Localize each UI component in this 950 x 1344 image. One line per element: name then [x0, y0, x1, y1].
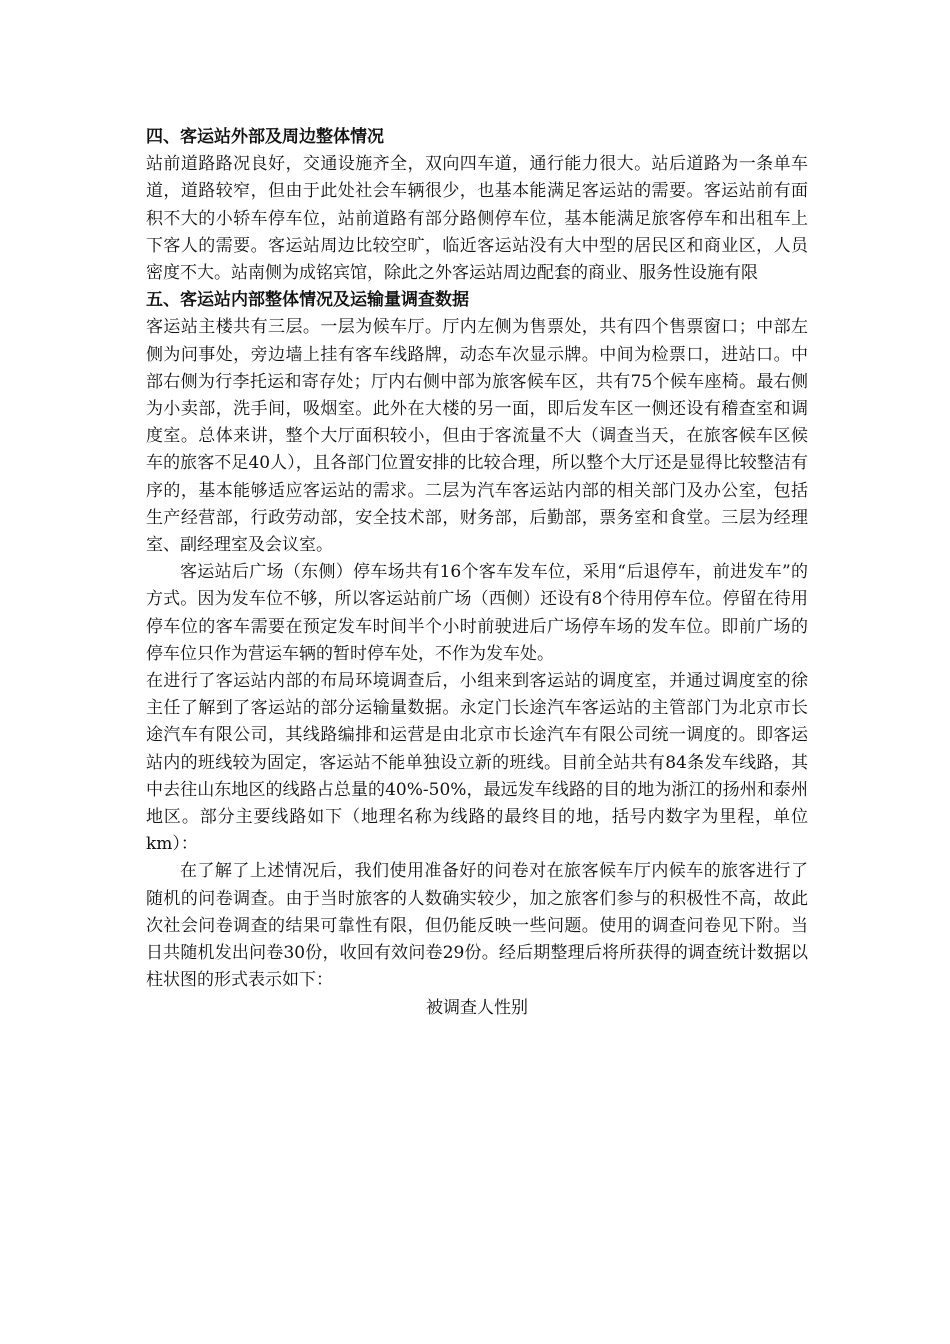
section-5-heading: 五、客运站内部整体情况及运输量调查数据 [146, 290, 469, 311]
section-5-paragraph-1: 客运站主楼共有三层。一层为候车厅。厅内左侧为售票处，共有四个售票窗口；中部左侧为问事处，旁边墙上挂有客车线路牌，动态车次显示牌。中间为检票口，进站口。中部右侧为行李托运和寄存处；厅内右侧中部为旅客候车区，共有75个候车座椅。最右侧为小卖部，洗手间，吸烟室。此外在大楼的另一面，即后发车区一侧还设有稽查室和调度室。总体来讲，整个大厅面积较小，但由于客流量不大（调查当天，在旅客候车区候车的旅客不足40人），且各部门位置安排的比较合理，所以整个大厅还是显得比较整洁有序的，基本能够适应客运站的需求。二层为汽车客运站内部的相关部门及办公室，包括生产经营部，行政劳动部，安全技术部，财务部，后勤部，票务室和食堂。三层为经理室、副经理室及会议室。 [146, 317, 808, 556]
section-5-paragraph-2: 客运站后广场（东侧）停车场共有16个客车发车位，采用“后退停车，前进发车”的方式。因为发车位不够，所以客运站前广场（西侧）还设有8个待用停车位。停留在待用停车位的客车需要在预定发车时间半个小时前驶进后广场停车场的发车位。即前广场的停车位只作为营运车辆的暂时停车处，不作为发车处。 [146, 562, 808, 664]
chart-caption: 被调查人性别 [426, 997, 528, 1018]
section-5-paragraph-3: 在进行了客运站内部的布局环境调查后，小组来到客运站的调度室，并通过调度室的徐主任了解到了客运站的部分运输量数据。永定门长途汽车客运站的主管部门为北京市长途汽车有限公司，其线路编排和运营是由北京市长途汽车有限公司统一调度的。即客运站内的班线较为固定，客运站不能单独设立新的班线。目前全站共有84条发车线路，其中去往山东地区的线路占总量的40%-50%，最远发车线路的目的地为浙江的扬州和泰州地区。部分主要线路如下（地理名称为线路的最终目的地，括号内数字为里程，单位km）： [146, 671, 808, 855]
document-page [146, 124, 808, 1022]
section-4-paragraph-1: 站前道路路况良好，交通设施齐全，双向四车道，通行能力很大。站后道路为一条单车道，道路较窄，但由于此处社会车辆很少，也基本能满足客运站的需要。客运站前有面积不大的小轿车停车位，站前道路有部分路侧停车位，基本能满足旅客停车和出租车上下客人的需要。客运站周边比较空旷，临近客运站没有大中型的居民区和商业区，人员密度不大。站南侧为成铭宾馆，除此之外客运站周边配套的商业、服务性设施有限 [146, 154, 808, 284]
section-4-heading: 四、客运站外部及周边整体情况 [146, 127, 384, 147]
section-5-paragraph-4: 在了解了上述情况后，我们使用准备好的问卷对在旅客候车厅内候车的旅客进行了随机的问卷调查。由于当时旅客的人数确实较少，加之旅客们参与的积极性不高，故此次社会问卷调查的结果可靠性有限，但仍能反映一些问题。使用的调查问卷见下附。当日共随机发出问卷30份，收回有效问卷29份。经后期整理后将所获得的调查统计数据以柱状图的形式表示如下： [146, 861, 808, 991]
